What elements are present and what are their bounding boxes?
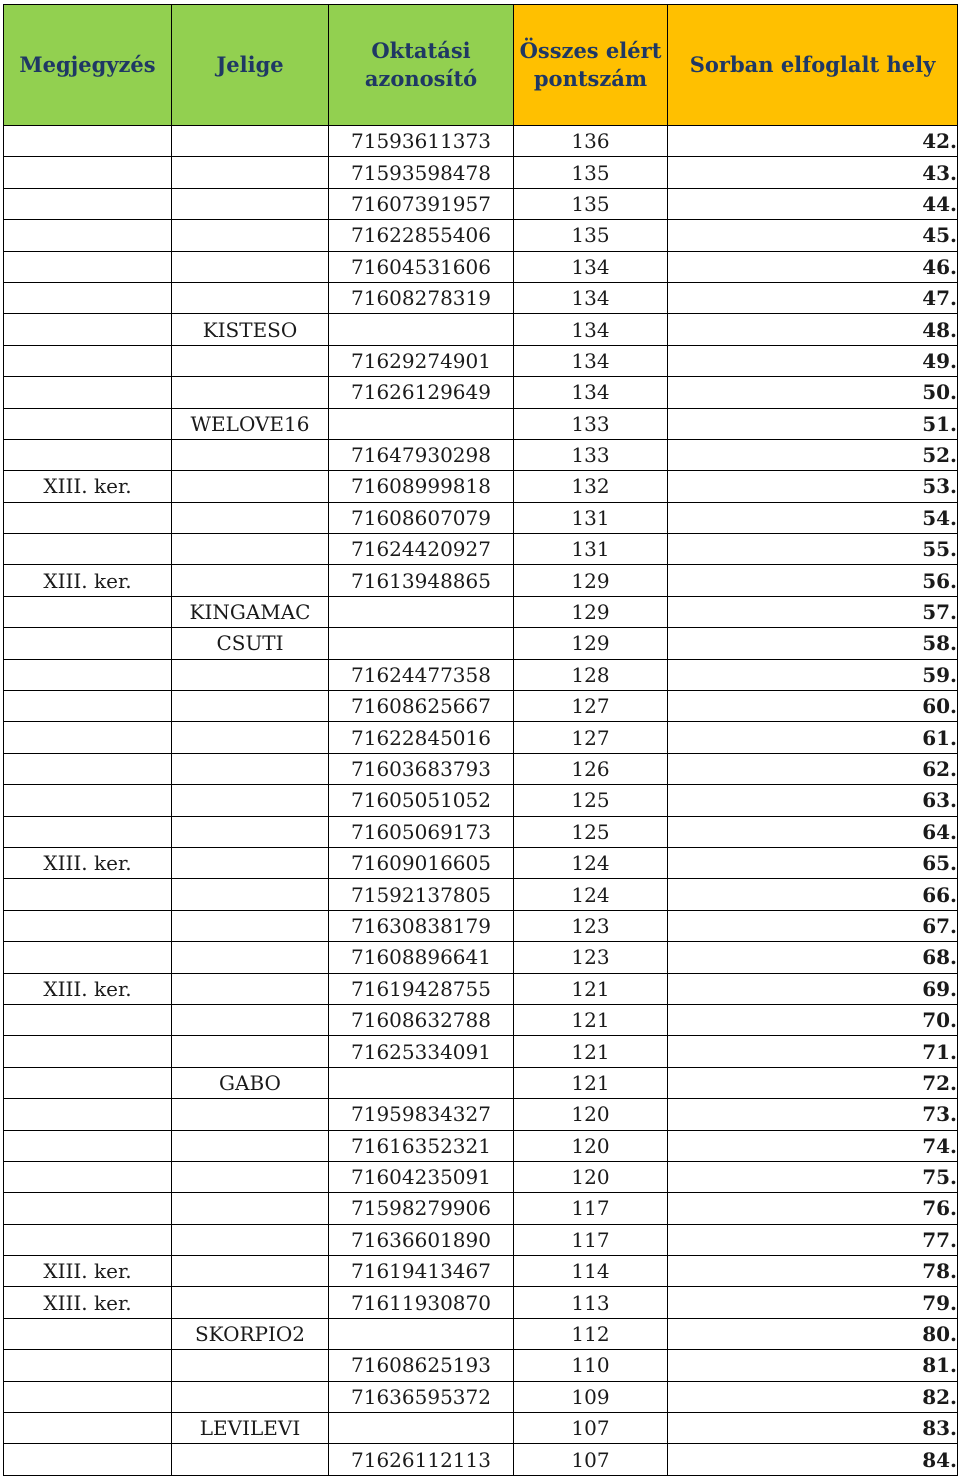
cell-score: 129 <box>514 628 668 659</box>
cell-score: 125 <box>514 816 668 847</box>
cell-score: 123 <box>514 910 668 941</box>
table-row <box>4 628 958 659</box>
cell-code <box>172 659 329 690</box>
cell-code <box>172 251 329 282</box>
cell-note <box>4 1381 172 1412</box>
cell-id: 71608607079 <box>329 502 514 533</box>
cell-id: 71626129649 <box>329 377 514 408</box>
cell-rank: 53. <box>668 471 958 502</box>
cell-rank: 45. <box>668 220 958 251</box>
table-row <box>4 471 958 502</box>
cell-note <box>4 1444 172 1475</box>
cell-note: XIII. ker. <box>4 471 172 502</box>
cell-id: 71625334091 <box>329 1036 514 1067</box>
cell-code <box>172 534 329 565</box>
cell-code <box>172 753 329 784</box>
cell-rank: 69. <box>668 973 958 1004</box>
cell-rank: 47. <box>668 282 958 313</box>
cell-rank: 70. <box>668 1004 958 1035</box>
cell-code <box>172 1287 329 1318</box>
cell-rank: 76. <box>668 1193 958 1224</box>
cell-rank: 72. <box>668 1067 958 1098</box>
cell-rank: 79. <box>668 1287 958 1318</box>
table-row <box>4 126 958 157</box>
cell-id: 71607391957 <box>329 188 514 219</box>
cell-rank: 54. <box>668 502 958 533</box>
cell-rank: 66. <box>668 879 958 910</box>
cell-rank: 55. <box>668 534 958 565</box>
table-row <box>4 1256 958 1287</box>
cell-rank: 43. <box>668 157 958 188</box>
cell-score: 135 <box>514 157 668 188</box>
cell-code: WELOVE16 <box>172 408 329 439</box>
cell-id: 71608999818 <box>329 471 514 502</box>
cell-note <box>4 534 172 565</box>
cell-note <box>4 596 172 627</box>
cell-id: 71593611373 <box>329 126 514 157</box>
cell-rank: 49. <box>668 345 958 376</box>
cell-score: 120 <box>514 1161 668 1192</box>
cell-id: 71593598478 <box>329 157 514 188</box>
cell-note <box>4 377 172 408</box>
table-row <box>4 1099 958 1130</box>
table-row <box>4 722 958 753</box>
cell-code: SKORPIO2 <box>172 1318 329 1349</box>
table-row <box>4 1413 958 1444</box>
cell-id: 71636601890 <box>329 1224 514 1255</box>
table-row <box>4 408 958 439</box>
cell-id: 71959834327 <box>329 1099 514 1130</box>
cell-id: 71613948865 <box>329 565 514 596</box>
cell-id: 71592137805 <box>329 879 514 910</box>
table-row <box>4 502 958 533</box>
cell-note <box>4 691 172 722</box>
header-score: Összes elért pontszám <box>514 5 668 126</box>
cell-rank: 48. <box>668 314 958 345</box>
cell-note <box>4 1067 172 1098</box>
cell-rank: 56. <box>668 565 958 596</box>
table-row <box>4 345 958 376</box>
cell-score: 127 <box>514 691 668 722</box>
cell-code <box>172 345 329 376</box>
cell-code <box>172 1256 329 1287</box>
cell-id: 71608896641 <box>329 942 514 973</box>
table-row <box>4 1067 958 1098</box>
cell-id: 71605069173 <box>329 816 514 847</box>
cell-rank: 63. <box>668 785 958 816</box>
cell-rank: 80. <box>668 1318 958 1349</box>
cell-id: 71622845016 <box>329 722 514 753</box>
cell-score: 117 <box>514 1224 668 1255</box>
cell-score: 121 <box>514 1067 668 1098</box>
cell-id: 71622855406 <box>329 220 514 251</box>
table-row <box>4 816 958 847</box>
cell-score: 121 <box>514 973 668 1004</box>
table-row <box>4 973 958 1004</box>
cell-score: 131 <box>514 534 668 565</box>
cell-score: 133 <box>514 439 668 470</box>
cell-code <box>172 1004 329 1035</box>
cell-rank: 84. <box>668 1444 958 1475</box>
cell-note <box>4 408 172 439</box>
cell-code <box>172 188 329 219</box>
cell-note <box>4 1224 172 1255</box>
cell-rank: 62. <box>668 753 958 784</box>
table-row <box>4 1161 958 1192</box>
table-row <box>4 1350 958 1381</box>
table-row <box>4 565 958 596</box>
cell-id: 71626112113 <box>329 1444 514 1475</box>
cell-score: 109 <box>514 1381 668 1412</box>
cell-note <box>4 785 172 816</box>
cell-rank: 42. <box>668 126 958 157</box>
cell-code <box>172 439 329 470</box>
table-header <box>4 5 958 126</box>
cell-score: 107 <box>514 1444 668 1475</box>
cell-note <box>4 1004 172 1035</box>
cell-score: 131 <box>514 502 668 533</box>
cell-code <box>172 220 329 251</box>
cell-score: 114 <box>514 1256 668 1287</box>
cell-note <box>4 1161 172 1192</box>
table-row <box>4 188 958 219</box>
cell-note <box>4 439 172 470</box>
cell-rank: 65. <box>668 847 958 878</box>
cell-code <box>172 910 329 941</box>
cell-code: GABO <box>172 1067 329 1098</box>
cell-note <box>4 1193 172 1224</box>
cell-code <box>172 847 329 878</box>
cell-score: 132 <box>514 471 668 502</box>
cell-score: 113 <box>514 1287 668 1318</box>
cell-score: 135 <box>514 188 668 219</box>
cell-id: 71616352321 <box>329 1130 514 1161</box>
header-code: Jelige <box>172 5 329 126</box>
cell-score: 117 <box>514 1193 668 1224</box>
cell-rank: 61. <box>668 722 958 753</box>
table-row <box>4 1381 958 1412</box>
cell-score: 121 <box>514 1036 668 1067</box>
cell-rank: 52. <box>668 439 958 470</box>
cell-code <box>172 502 329 533</box>
cell-rank: 44. <box>668 188 958 219</box>
cell-score: 133 <box>514 408 668 439</box>
table-row <box>4 879 958 910</box>
table-row <box>4 220 958 251</box>
cell-id: 71608625193 <box>329 1350 514 1381</box>
cell-code <box>172 691 329 722</box>
cell-note <box>4 910 172 941</box>
cell-code <box>172 1381 329 1412</box>
table-row <box>4 1036 958 1067</box>
results-table <box>3 4 958 1476</box>
cell-score: 127 <box>514 722 668 753</box>
cell-score: 123 <box>514 942 668 973</box>
cell-score: 120 <box>514 1130 668 1161</box>
cell-score: 120 <box>514 1099 668 1130</box>
cell-note: XIII. ker. <box>4 1287 172 1318</box>
cell-code <box>172 471 329 502</box>
cell-score: 134 <box>514 251 668 282</box>
cell-id: 71636595372 <box>329 1381 514 1412</box>
cell-code <box>172 973 329 1004</box>
cell-code <box>172 879 329 910</box>
table-row <box>4 377 958 408</box>
cell-score: 136 <box>514 126 668 157</box>
cell-code <box>172 1099 329 1130</box>
cell-rank: 59. <box>668 659 958 690</box>
table-row <box>4 534 958 565</box>
table-row <box>4 1444 958 1475</box>
cell-rank: 67. <box>668 910 958 941</box>
table-row <box>4 282 958 313</box>
header-note: Megjegyzés <box>4 5 172 126</box>
cell-note: XIII. ker. <box>4 1256 172 1287</box>
cell-note <box>4 157 172 188</box>
table-row <box>4 691 958 722</box>
cell-id: 71630838179 <box>329 910 514 941</box>
table-row <box>4 1130 958 1161</box>
header-id: Oktatási azonosító <box>329 5 514 126</box>
cell-note <box>4 816 172 847</box>
cell-note <box>4 659 172 690</box>
cell-note <box>4 753 172 784</box>
cell-id: 71619428755 <box>329 973 514 1004</box>
cell-code <box>172 1444 329 1475</box>
cell-rank: 73. <box>668 1099 958 1130</box>
cell-id: 71604235091 <box>329 1161 514 1192</box>
table-row <box>4 753 958 784</box>
cell-note: XIII. ker. <box>4 565 172 596</box>
table-row <box>4 596 958 627</box>
header-rank: Sorban elfoglalt hely <box>668 5 958 126</box>
table-row <box>4 314 958 345</box>
cell-code <box>172 126 329 157</box>
cell-score: 110 <box>514 1350 668 1381</box>
cell-note <box>4 188 172 219</box>
cell-note <box>4 628 172 659</box>
cell-code: KISTESO <box>172 314 329 345</box>
cell-note: XIII. ker. <box>4 847 172 878</box>
cell-id: 71609016605 <box>329 847 514 878</box>
cell-code <box>172 377 329 408</box>
cell-id: 71624420927 <box>329 534 514 565</box>
cell-note <box>4 1130 172 1161</box>
cell-code <box>172 1224 329 1255</box>
table-row <box>4 1004 958 1035</box>
cell-id: 71619413467 <box>329 1256 514 1287</box>
cell-rank: 71. <box>668 1036 958 1067</box>
cell-code: CSUTI <box>172 628 329 659</box>
cell-rank: 64. <box>668 816 958 847</box>
cell-code <box>172 722 329 753</box>
table-row <box>4 942 958 973</box>
cell-note <box>4 282 172 313</box>
cell-id: 71608625667 <box>329 691 514 722</box>
cell-note <box>4 722 172 753</box>
cell-note <box>4 942 172 973</box>
cell-id <box>329 596 514 627</box>
cell-code <box>172 282 329 313</box>
cell-note <box>4 1036 172 1067</box>
cell-score: 125 <box>514 785 668 816</box>
table-row <box>4 910 958 941</box>
cell-id: 71604531606 <box>329 251 514 282</box>
cell-score: 107 <box>514 1413 668 1444</box>
cell-rank: 51. <box>668 408 958 439</box>
cell-note <box>4 251 172 282</box>
cell-note <box>4 314 172 345</box>
cell-rank: 60. <box>668 691 958 722</box>
cell-score: 128 <box>514 659 668 690</box>
cell-note <box>4 1099 172 1130</box>
cell-code <box>172 785 329 816</box>
cell-code <box>172 1350 329 1381</box>
table-row <box>4 847 958 878</box>
cell-code <box>172 157 329 188</box>
cell-id: 71608632788 <box>329 1004 514 1035</box>
cell-note <box>4 345 172 376</box>
table-row <box>4 157 958 188</box>
cell-rank: 82. <box>668 1381 958 1412</box>
table-row <box>4 439 958 470</box>
cell-id <box>329 1318 514 1349</box>
cell-note: XIII. ker. <box>4 973 172 1004</box>
cell-id <box>329 314 514 345</box>
cell-note <box>4 220 172 251</box>
cell-score: 124 <box>514 847 668 878</box>
cell-id: 71603683793 <box>329 753 514 784</box>
table-row <box>4 1287 958 1318</box>
cell-note <box>4 502 172 533</box>
cell-id <box>329 1413 514 1444</box>
cell-code <box>172 565 329 596</box>
cell-score: 129 <box>514 565 668 596</box>
cell-note <box>4 1413 172 1444</box>
cell-rank: 74. <box>668 1130 958 1161</box>
cell-score: 134 <box>514 314 668 345</box>
cell-note <box>4 126 172 157</box>
cell-rank: 68. <box>668 942 958 973</box>
cell-score: 129 <box>514 596 668 627</box>
table-row <box>4 1193 958 1224</box>
cell-rank: 50. <box>668 377 958 408</box>
cell-id: 71608278319 <box>329 282 514 313</box>
cell-id <box>329 1067 514 1098</box>
cell-score: 124 <box>514 879 668 910</box>
cell-id <box>329 408 514 439</box>
cell-rank: 83. <box>668 1413 958 1444</box>
cell-id: 71611930870 <box>329 1287 514 1318</box>
cell-rank: 46. <box>668 251 958 282</box>
cell-code <box>172 1130 329 1161</box>
cell-id: 71629274901 <box>329 345 514 376</box>
cell-rank: 75. <box>668 1161 958 1192</box>
cell-score: 112 <box>514 1318 668 1349</box>
cell-code: KINGAMAC <box>172 596 329 627</box>
cell-id: 71647930298 <box>329 439 514 470</box>
cell-id: 71598279906 <box>329 1193 514 1224</box>
cell-score: 126 <box>514 753 668 784</box>
cell-code: LEVILEVI <box>172 1413 329 1444</box>
cell-rank: 81. <box>668 1350 958 1381</box>
header-row <box>4 5 958 126</box>
cell-score: 134 <box>514 345 668 376</box>
cell-id: 71605051052 <box>329 785 514 816</box>
cell-note <box>4 1350 172 1381</box>
cell-code <box>172 816 329 847</box>
cell-score: 121 <box>514 1004 668 1035</box>
cell-rank: 77. <box>668 1224 958 1255</box>
cell-rank: 78. <box>668 1256 958 1287</box>
table-row <box>4 785 958 816</box>
cell-code <box>172 1036 329 1067</box>
cell-rank: 57. <box>668 596 958 627</box>
cell-code <box>172 942 329 973</box>
cell-score: 134 <box>514 377 668 408</box>
table-row <box>4 1318 958 1349</box>
cell-score: 135 <box>514 220 668 251</box>
cell-note <box>4 879 172 910</box>
cell-code <box>172 1161 329 1192</box>
cell-score: 134 <box>514 282 668 313</box>
cell-code <box>172 1193 329 1224</box>
table-body <box>4 126 958 1476</box>
cell-note <box>4 1318 172 1349</box>
cell-id <box>329 628 514 659</box>
table-row <box>4 251 958 282</box>
cell-rank: 58. <box>668 628 958 659</box>
table-row <box>4 659 958 690</box>
table-row <box>4 1224 958 1255</box>
cell-id: 71624477358 <box>329 659 514 690</box>
